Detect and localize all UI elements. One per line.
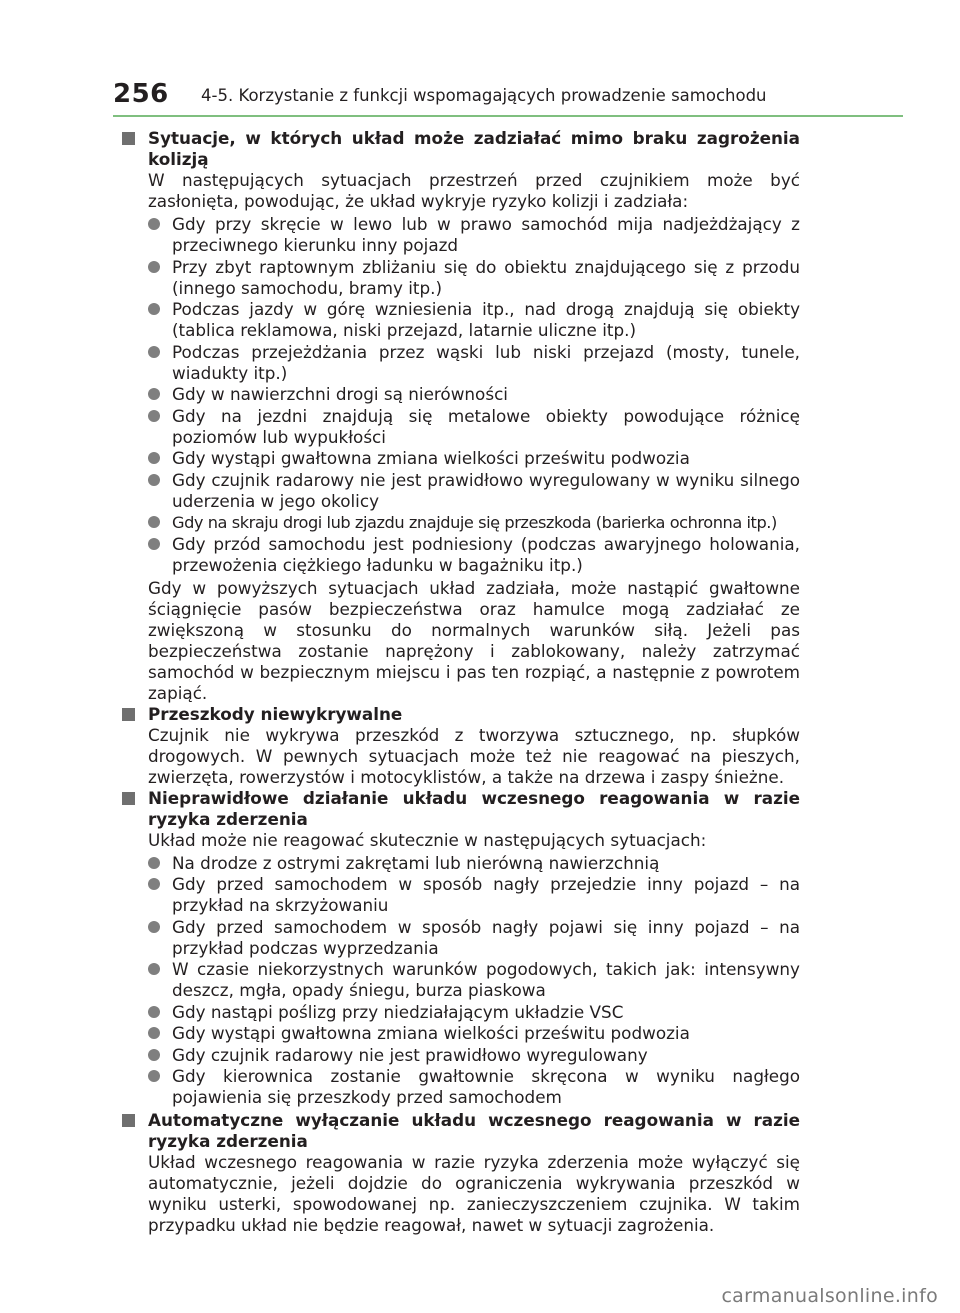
header-divider — [113, 115, 903, 117]
circle-bullet-icon — [148, 346, 160, 358]
section-heading: Sytuacje, w których układ może zadziałać mimo braku zagrożenia kolizją — [148, 128, 800, 170]
circle-bullet-icon — [148, 303, 160, 315]
circle-bullet-icon — [148, 963, 160, 975]
circle-bullet-icon — [148, 410, 160, 422]
circle-bullet-icon — [148, 921, 160, 933]
section-automatic-shutdown — [122, 1110, 800, 1236]
list-item: Gdy kierownica zostanie gwałtownie skręcona w wyniku nagłego pojawienia się przeszkody przed samochodem — [148, 1066, 800, 1108]
circle-bullet-icon — [148, 261, 160, 273]
watermark: carmanualsonline.info — [721, 1285, 938, 1307]
section-intro: W następujących sytuacjach przestrzeń przed czujnikiem może być zasłonięta, powodując, że układ wykryje ryzyko kolizji i zadziała: — [148, 170, 800, 211]
section-false-activation — [122, 128, 800, 704]
list-item: Gdy wystąpi gwałtowna zmiana wielkości prześwitu podwozia — [148, 1023, 800, 1044]
list-item: Na drodze z ostrymi zakrętami lub nierówną nawierzchnią — [148, 853, 800, 874]
page-body — [122, 128, 800, 1236]
list-item: Gdy nastąpi poślizg przy niedziałającym układzie VSC — [148, 1002, 800, 1023]
section-undetectable-obstacles — [122, 704, 800, 788]
circle-bullet-icon — [148, 388, 160, 400]
section-intro: Układ może nie reagować skutecznie w następujących sytuacjach: — [148, 829, 707, 850]
list-item: Gdy czujnik radarowy nie jest prawidłowo wyregulowany w wyniku silnego uderzenia w jego okolicy — [148, 470, 800, 512]
list-item: Gdy w nawierzchni drogi są nierówności — [148, 384, 800, 405]
circle-bullet-icon — [148, 218, 160, 230]
circle-bullet-icon — [148, 538, 160, 550]
section-intro: Układ wczesnego reagowania w razie ryzyka zderzenia może wyłączyć się automatycznie, jeżeli dojdzie do ograniczenia wykrywania przeszkód w wyniku usterki, spowodowanej np. zanieczyszczeniem czujnika. W takim przypadku układ nie będzie reagował, nawet w sytuacji zagrożenia. — [148, 1152, 800, 1235]
list-item: Gdy przód samochodu jest podniesiony (podczas awaryjnego holowania, przewożenia ciężkiego ładunku w bagażniku itp.) — [148, 534, 800, 576]
section-heading: Automatyczne wyłączanie układu wczesnego reagowania w razie ryzyka zderzenia — [148, 1110, 800, 1152]
page-header — [113, 78, 903, 114]
list-item: Przy zbyt raptownym zbliżaniu się do obiektu znajdującego się z przodu (innego samochodu, bramy itp.) — [148, 257, 800, 299]
square-bullet-icon — [122, 708, 135, 721]
bullet-list — [148, 853, 800, 1109]
section-outro: Gdy w powyższych sytuacjach układ zadziała, może nastąpić gwałtowne ściągnięcie pasów bezpieczeństwa oraz hamulce mogą zadziałać ze zwiększoną w stosunku do normalnych warunków siłą. Jeżeli pas bezpieczeństwa zostanie naprężony i zablokowany, należy zatrzymać samochód w bezpiecznym miejscu i pas ten rozpiąć, a następnie z powrotem zapiąć. — [148, 577, 800, 703]
list-item: Podczas przejeżdżania przez wąski lub niski przejazd (mosty, tunele, wiadukty itp.) — [148, 342, 800, 384]
circle-bullet-icon — [148, 1027, 160, 1039]
list-item: Gdy na skraju drogi lub zjazdu znajduje się przeszkoda (barierka ochronna itp.) — [148, 512, 800, 533]
section-heading: Nieprawidłowe działanie układu wczesnego reagowania w razie ryzyka zderzenia — [148, 788, 800, 830]
list-item: Podczas jazdy w górę wzniesienia itp., nad drogą znajdują się obiekty (tablica reklamowa, niski przejazd, latarnie uliczne itp.) — [148, 299, 800, 341]
list-item: Gdy przed samochodem w sposób nagły przejedzie inny pojazd – na przykład na skrzyżowaniu — [148, 874, 800, 916]
circle-bullet-icon — [148, 878, 160, 890]
circle-bullet-icon — [148, 1006, 160, 1018]
circle-bullet-icon — [148, 452, 160, 464]
list-item: W czasie niekorzystnych warunków pogodowych, takich jak: intensywny deszcz, mgła, opady śniegu, burza piaskowa — [148, 959, 800, 1001]
square-bullet-icon — [122, 792, 135, 805]
circle-bullet-icon — [148, 1070, 160, 1082]
list-item: Gdy przy skręcie w lewo lub w prawo samochód mija nadjeżdżający z przeciwnego kierunku inny pojazd — [148, 214, 800, 256]
list-item: Gdy wystąpi gwałtowna zmiana wielkości prześwitu podwozia — [148, 448, 800, 469]
section-intro: Czujnik nie wykrywa przeszkód z tworzywa sztucznego, np. słupków drogowych. W pewnych sytuacjach może też nie reagować na pieszych, zwierzęta, rowerzystów i motocyklistów, a także na drzewa i zaspy śnieżne. — [148, 724, 800, 787]
list-item: Gdy przed samochodem w sposób nagły pojawi się inny pojazd – na przykład podczas wyprzedzania — [148, 917, 800, 959]
circle-bullet-icon — [148, 857, 160, 869]
chapter-title: 4-5. Korzystanie z funkcji wspomagających prowadzenie samochodu — [201, 86, 767, 105]
circle-bullet-icon — [148, 1049, 160, 1061]
list-item: Gdy czujnik radarowy nie jest prawidłowo wyregulowany — [148, 1045, 800, 1066]
list-item: Gdy na jezdni znajdują się metalowe obiekty powodujące różnicę poziomów lub wypukłości — [148, 406, 800, 448]
page-number: 256 — [113, 79, 169, 109]
section-malfunction — [122, 788, 800, 1109]
circle-bullet-icon — [148, 516, 160, 528]
section-heading: Przeszkody niewykrywalne — [148, 704, 800, 725]
bullet-list — [148, 214, 800, 576]
square-bullet-icon — [122, 1114, 135, 1127]
circle-bullet-icon — [148, 474, 160, 486]
square-bullet-icon — [122, 132, 135, 145]
